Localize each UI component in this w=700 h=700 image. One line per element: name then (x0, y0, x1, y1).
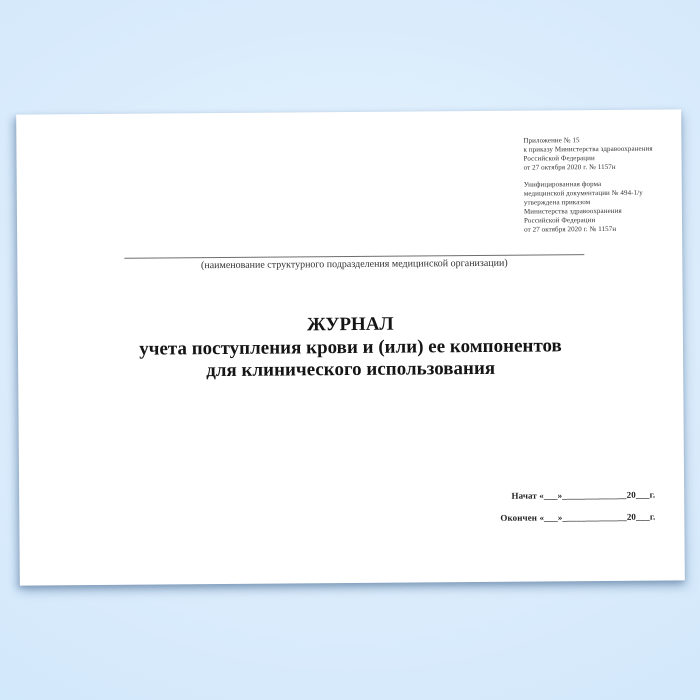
journal-title-line3: для клинического использования (206, 357, 496, 382)
journal-title-line2: учета поступления крови и (или) ее компонентов (139, 334, 562, 360)
journal-cover-page (16, 109, 685, 585)
appendix-reference-block (523, 135, 673, 172)
journal-title (18, 311, 684, 384)
form-line: Министерства здравоохранения (523, 206, 622, 216)
appendix-line: к приказу Министерства здравоохранения (523, 144, 653, 154)
unified-form-reference-block (524, 179, 674, 234)
journal-dates-block (500, 484, 655, 529)
date-started-line: Начат «___»______________20___г. (511, 489, 656, 501)
organization-name-caption: (наименование структурного подразделения медицинской организации) (200, 257, 508, 272)
appendix-line: Российской Федерации (523, 154, 595, 163)
appendix-line: Приложение № 15 (523, 136, 580, 145)
regulatory-reference-block (523, 135, 674, 242)
form-line: медицинской документации № 494-1/у (523, 188, 643, 198)
date-finished-line: Окончен «___»______________20___г. (500, 511, 656, 523)
journal-title-line1: ЖУРНАЛ (306, 313, 394, 336)
form-line: Унифицированная форма (523, 180, 602, 189)
form-line: Российской Федерации (523, 216, 596, 225)
form-line: утверждена приказом (523, 198, 591, 207)
form-line: от 27 октября 2020 г. № 1157н (524, 224, 617, 234)
appendix-line: от 27 октября 2020 г. № 1157н (523, 162, 616, 172)
